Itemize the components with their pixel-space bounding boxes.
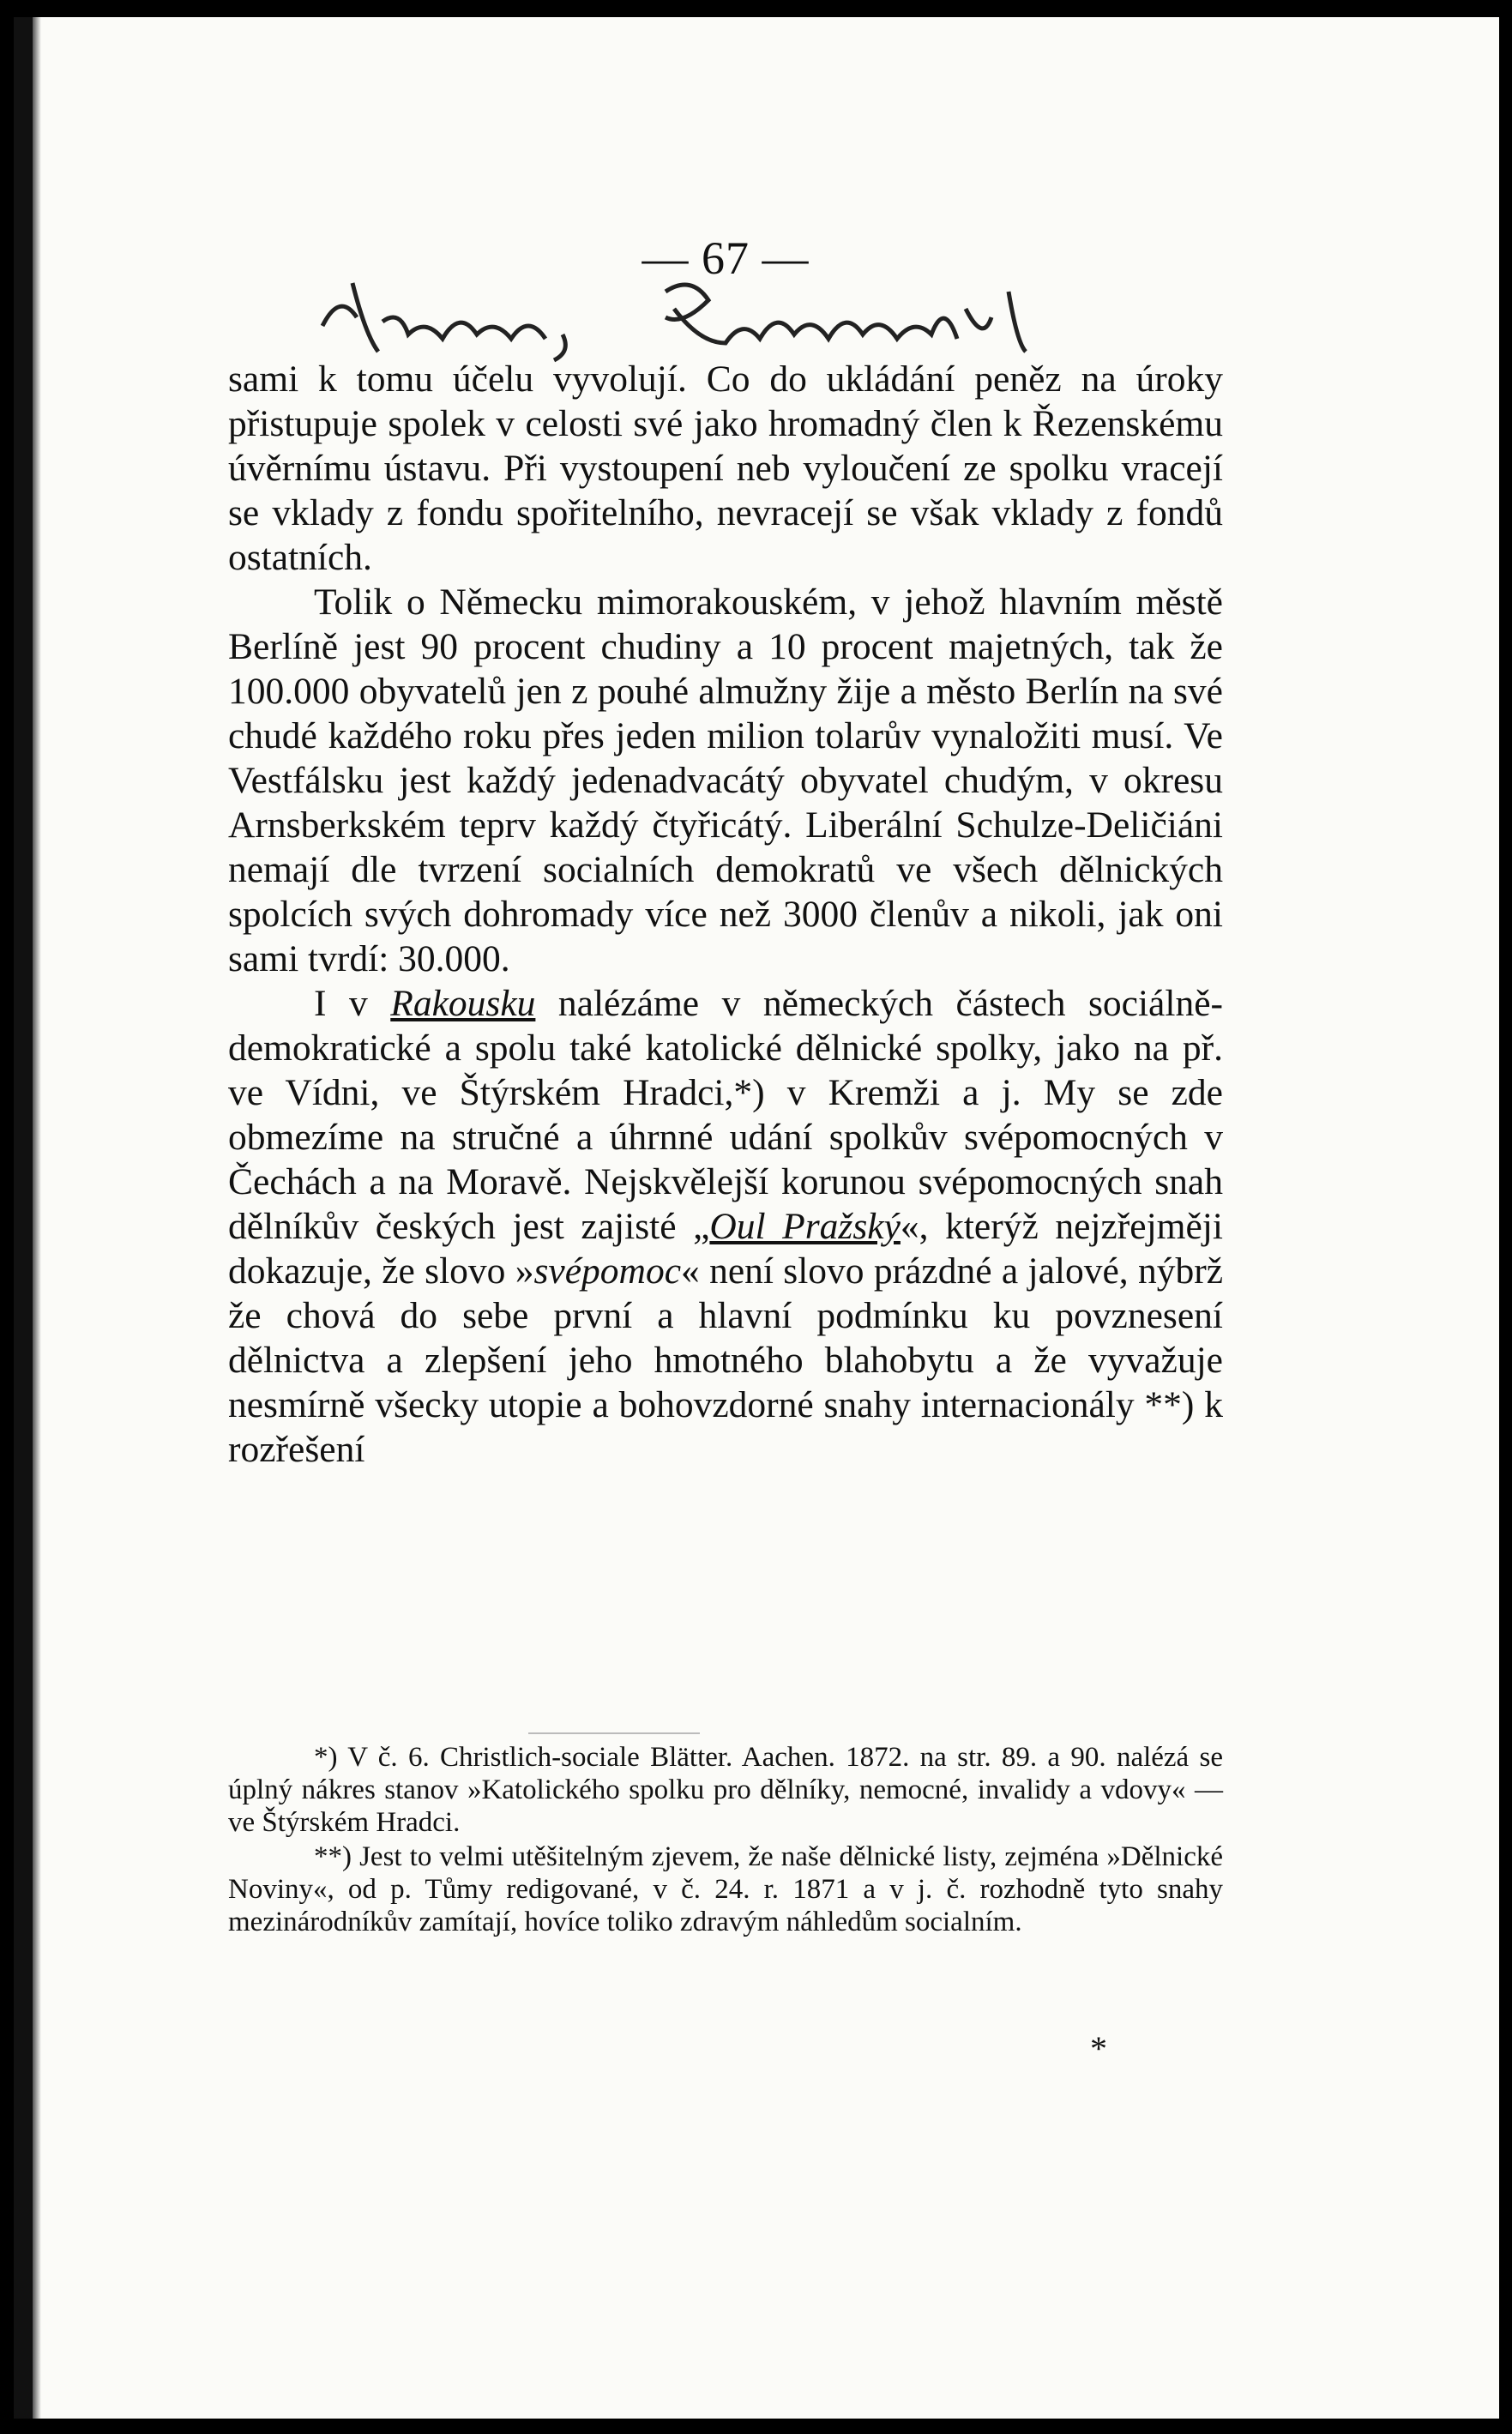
handwritten-annotation-drawing	[305, 274, 1163, 369]
paragraph-3-part-g: « není slovo prázdné a jalové, nýbrž že chová do sebe první a hlavní podmínku ku povznesení dělnictva a zlepšení jeho hmotného blahobytu a že vyvažuje nesmírně všecky utopie a bohovzdorné snahy internacionály **) k rozřešení	[228, 1250, 1224, 1470]
rakousku-underlined: Rakousku	[390, 983, 536, 1024]
paragraph-2: Tolik o Německu mimorakouském, v jehož hlavním městě Berlíně jest 90 procent chudiny a 10 procent majetných, tak že 100.000 obyvatelů jen z pouhé almužny žije a město Berlín na své chudé každého roku přes jeden milion tolarův vynaložiti musí. Ve Vestfálsku jest každý jedenadvacátý obyvatel chudým, v okresu Arnsberkském teprv každý čtyřicátý. Liberální Schulze-Deličiáni nemají dle tvrzení socialních demokratů ve všech dělnických spolcích svých dohromady více než 3000 členův a nikoli, jak oni sami tvrdí: 30.000.	[228, 581, 1223, 979]
book-page	[14, 17, 1499, 2419]
closing-asterisk: *	[1090, 2029, 1107, 2068]
paragraph-3-part-c: nalézáme v německých částech sociálně-demokratické a spolu také katolické dělnické spolky, jako na př. ve Vídni, ve Štýrském Hradci,*) v Kremži a j. My se zde obmezíme na stručné a úhrnné udání spolkův svépomocných v Čechách a na Moravě. Nejskvělejší korunou svépomocných snah dělníkův českých jest zajisté „	[228, 983, 1223, 1247]
footnote-1: *) V č. 6. Christlich-sociale Blätter. Aachen. 1872. na str. 89. a 90. nalézá se úplný nákres stanov »Katolického spolku pro dělníky, nemocné, invalidy a vdovy« — ve Štýrském Hradci.	[228, 1742, 1223, 1838]
footnote-divider	[528, 1732, 700, 1734]
page-binding-edge	[14, 17, 33, 2419]
footnotes	[228, 1741, 1223, 1940]
handwritten-annotation	[305, 274, 1163, 369]
oul-prazsky-underlined: Oul Pražský	[709, 1206, 901, 1247]
svepomoc-italic: svépomoc	[533, 1250, 681, 1292]
paragraph-3-part-e: «, kterýž nejzřejměji dokazuje, že slovo »	[228, 1206, 1223, 1292]
paragraph-3	[228, 981, 1223, 1472]
page-number: — 67 —	[642, 232, 810, 284]
main-text	[228, 357, 1223, 1472]
page-binding-shadow	[33, 17, 41, 2419]
footnote-2: **) Jest to velmi utěšitelným zjevem, že naše dělnické listy, zejména »Dělnické Noviny«, od p. Tůmy redigované, v č. 24. r. 1871 a v j. č. rozhodně tyto snahy mezinárodníkův zamítají, hovíce toliko zdravým náhledům socialním.	[228, 1841, 1223, 1937]
paragraph-1: sami k tomu účelu vyvolují. Co do ukládání peněz na úroky přistupuje spolek v celosti své jako hromadný člen k Řezenskému úvěrnímu ústavu. Při vystoupení neb vyloučení ze spolku vracejí se vklady z fondu spořitelního, nevracejí se však vklady z fondů ostatních.	[228, 358, 1223, 578]
paragraph-3-part-a: I v	[314, 983, 391, 1024]
